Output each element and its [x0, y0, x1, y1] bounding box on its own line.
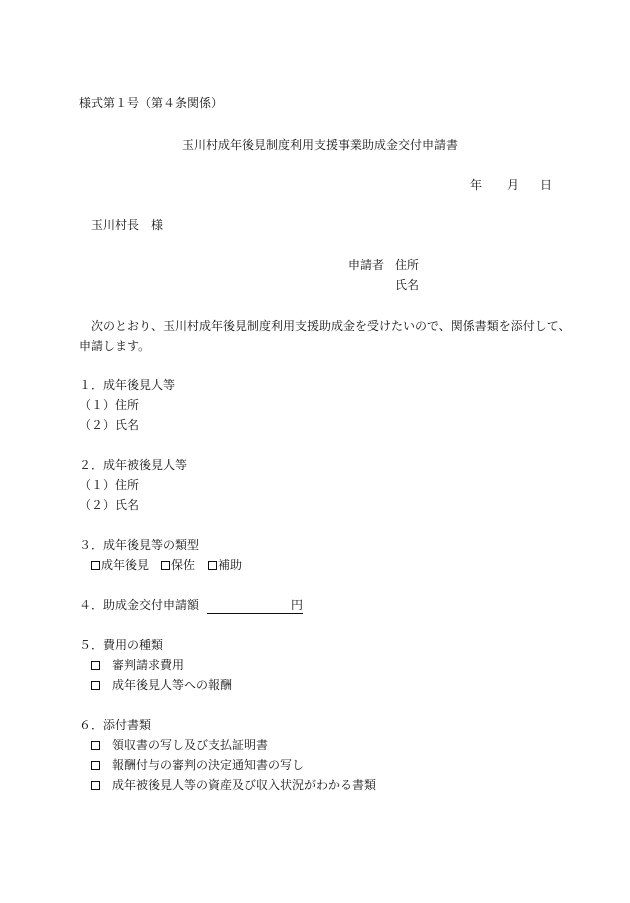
amount-unit: 円	[291, 598, 304, 612]
checkbox[interactable]	[91, 681, 100, 690]
form-number: 様式第１号（第４条関係）	[79, 96, 224, 110]
section4-heading: ４．助成金交付申請額	[79, 598, 200, 612]
application-amount-field[interactable]	[207, 599, 303, 612]
expense-item-petition[interactable]: 審判請求費用	[91, 659, 184, 671]
body-text-line2: 申請します。	[79, 339, 151, 353]
date-month: 月	[507, 178, 520, 192]
type-option-assistance[interactable]: 補助	[208, 559, 242, 571]
document-title: 玉川村成年後見制度利用支援事業助成金交付申請書	[182, 138, 459, 152]
applicant-name-label: 氏名	[395, 278, 420, 292]
attachment-item-assets[interactable]: 成年被後見人等の資産及び収入状況がわかる書類	[91, 779, 376, 791]
section1-name: （２）氏名	[79, 418, 140, 432]
section1-address: （１）住所	[79, 398, 140, 412]
attachment-item-decision-notice[interactable]: 報酬付与の審判の決定通知書の写し	[91, 759, 304, 771]
section1-heading: １．成年後見人等	[79, 378, 176, 392]
section2-heading: ２．成年被後見人等	[79, 458, 188, 472]
section5-heading: ５．費用の種類	[79, 638, 164, 652]
checkbox[interactable]	[91, 741, 100, 750]
date-day: 日	[540, 178, 553, 192]
applicant-label: 申請者	[348, 258, 385, 272]
section2-address: （１）住所	[79, 478, 140, 492]
attachment-item-receipt[interactable]: 領収書の写し及び支払証明書	[91, 739, 268, 751]
body-text-line1: 次のとおり、玉川村成年後見制度利用支援助成金を受けたいので、関係書類を添付して、	[91, 319, 571, 333]
checkbox[interactable]	[161, 561, 170, 570]
checkbox[interactable]	[91, 561, 100, 570]
addressee: 玉川村長 様	[91, 218, 164, 232]
checkbox[interactable]	[91, 661, 100, 670]
section2-name: （２）氏名	[79, 498, 140, 512]
type-option-curatorship[interactable]: 保佐	[161, 559, 195, 571]
expense-item-remuneration[interactable]: 成年後見人等への報酬	[91, 679, 232, 691]
section3-heading: ３．成年後見等の類型	[79, 538, 200, 552]
date-year: 年	[470, 178, 483, 192]
checkbox[interactable]	[91, 781, 100, 790]
applicant-address-label: 住所	[395, 258, 420, 272]
checkbox[interactable]	[91, 761, 100, 770]
type-option-guardianship[interactable]: 成年後見	[91, 559, 149, 571]
section6-heading: ６．添付書類	[79, 718, 152, 732]
checkbox[interactable]	[208, 561, 217, 570]
